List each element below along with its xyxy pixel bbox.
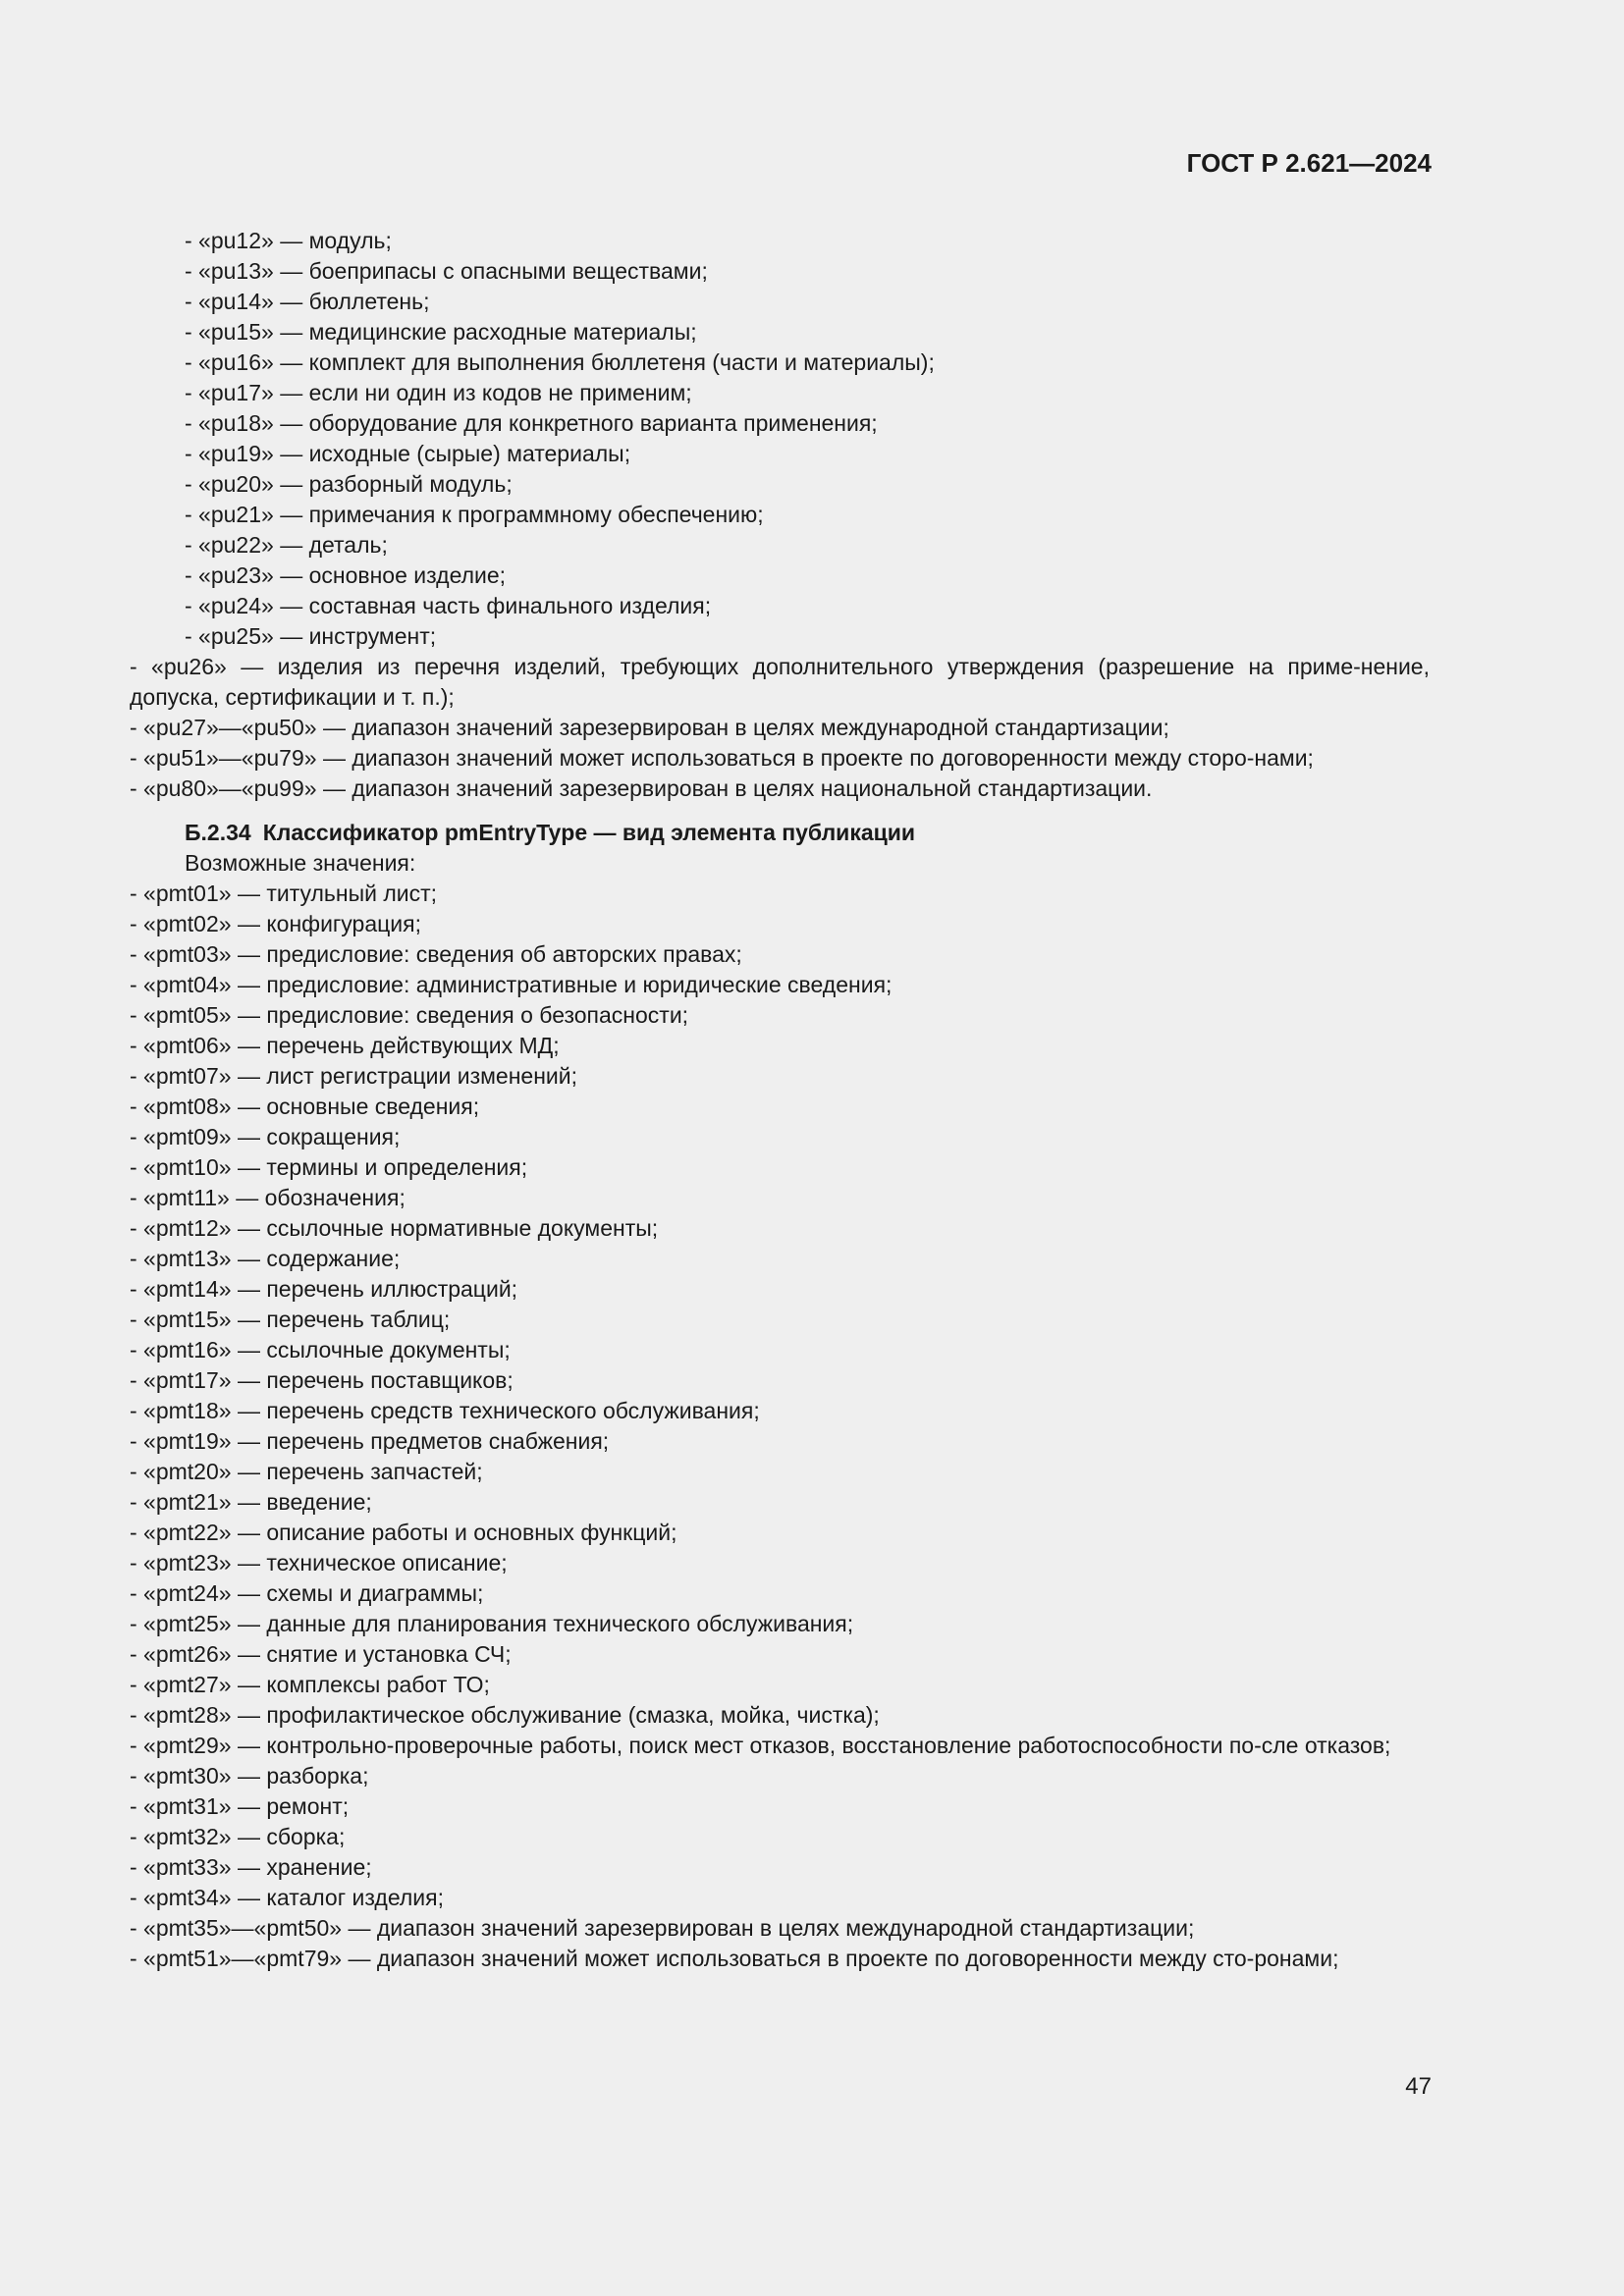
list-item: - «pmt26» — снятие и установка СЧ;: [130, 1641, 512, 1667]
list-item: - «pu80»—«pu99» — диапазон значений зарезервирован в целях национальной стандартизации.: [130, 775, 1153, 801]
list-item: - «pmt10» — термины и определения;: [130, 1154, 528, 1180]
list-item: - «pmt33» — хранение;: [130, 1854, 372, 1880]
list-item: - «pmt17» — перечень поставщиков;: [130, 1367, 514, 1393]
list-item: - «pmt07» — лист регистрации изменений;: [130, 1063, 578, 1089]
list-item: - «pu17» — если ни один из кодов не применим;: [185, 380, 692, 405]
list-item: - «pmt27» — комплексы работ ТО;: [130, 1672, 490, 1697]
section-number: Б.2.34: [185, 820, 251, 845]
list-item: - «pu25» — инструмент;: [185, 623, 437, 649]
list-item: - «pu23» — основное изделие;: [185, 562, 507, 588]
list-item: - «pmt12» — ссылочные нормативные документы;: [130, 1215, 659, 1241]
list-item: - «pmt23» — техническое описание;: [130, 1550, 508, 1575]
list-item: - «pmt16» — ссылочные документы;: [130, 1337, 511, 1362]
list-item: - «pmt25» — данные для планирования технического обслуживания;: [130, 1611, 854, 1636]
page-number: 47: [1405, 2073, 1432, 2100]
list-item: - «pmt32» — сборка;: [130, 1824, 346, 1849]
list-item: - «pmt18» — перечень средств технического обслуживания;: [130, 1398, 760, 1423]
list-item: - «pmt28» — профилактическое обслуживание (смазка, мойка, чистка);: [130, 1702, 880, 1728]
list-item: - «pmt29» — контрольно-проверочные работы, поиск мест отказов, восстановление работоспособности по-сле отказов;: [130, 1733, 1391, 1758]
list-item: - «pmt11» — обозначения;: [130, 1185, 406, 1210]
list-item: - «pmt30» — разборка;: [130, 1763, 369, 1789]
pmt-list: [130, 879, 1430, 1974]
pu-list: [185, 226, 1430, 652]
list-item: - «pu22» — деталь;: [185, 532, 388, 558]
list-item: - «pu26» — изделия из перечня изделий, требующих дополнительного утверждения (разрешение на приме-нение, допуска, сертификации и т. п.);: [130, 654, 1430, 710]
list-item: - «pu12» — модуль;: [185, 228, 392, 253]
list-item: - «pmt51»—«pmt79» — диапазон значений может использоваться в проекте по договоренности между сто-ронами;: [130, 1946, 1339, 1971]
pu-list-ranges: [130, 652, 1430, 804]
list-item: - «pmt21» — введение;: [130, 1489, 372, 1515]
list-item: - «pu15» — медицинские расходные материалы;: [185, 319, 697, 345]
list-item: - «pmt09» — сокращения;: [130, 1124, 401, 1149]
document-body: [130, 226, 1430, 1974]
list-item: - «pmt35»—«pmt50» — диапазон значений зарезервирован в целях международной стандартизации;: [130, 1915, 1195, 1941]
list-item: - «pu19» — исходные (сырые) материалы;: [185, 441, 631, 466]
list-item: - «pmt03» — предисловие: сведения об авторских правах;: [130, 941, 742, 967]
list-item: - «pmt20» — перечень запчастей;: [130, 1459, 483, 1484]
list-item: - «pmt22» — описание работы и основных функций;: [130, 1520, 677, 1545]
section-heading: [185, 818, 1430, 848]
list-item: - «pmt14» — перечень иллюстраций;: [130, 1276, 518, 1302]
list-item: - «pmt13» — содержание;: [130, 1246, 401, 1271]
list-item: - «pmt24» — схемы и диаграммы;: [130, 1580, 484, 1606]
section-intro: Возможные значения:: [185, 850, 416, 876]
section-title: Классификатор pmEntryType — вид элемента публикации: [262, 820, 916, 845]
list-item: - «pmt31» — ремонт;: [130, 1793, 350, 1819]
document-id-header: ГОСТ Р 2.621—2024: [1186, 148, 1432, 178]
list-item: - «pu18» — оборудование для конкретного варианта применения;: [185, 410, 878, 436]
list-item: - «pmt19» — перечень предметов снабжения;: [130, 1428, 610, 1454]
list-item: - «pmt05» — предисловие: сведения о безопасности;: [130, 1002, 689, 1028]
list-item: - «pmt34» — каталог изделия;: [130, 1885, 444, 1910]
list-item: - «pmt01» — титульный лист;: [130, 881, 438, 906]
list-item: - «pmt04» — предисловие: административные и юридические сведения;: [130, 972, 893, 997]
list-item: - «pmt08» — основные сведения;: [130, 1094, 480, 1119]
list-item: - «pmt06» — перечень действующих МД;: [130, 1033, 560, 1058]
list-item: - «pu13» — боеприпасы с опасными веществами;: [185, 258, 708, 284]
list-item: - «pu24» — составная часть финального изделия;: [185, 593, 712, 618]
list-item: - «pu27»—«pu50» — диапазон значений зарезервирован в целях международной стандартизации;: [130, 715, 1169, 740]
list-item: - «pu14» — бюллетень;: [185, 289, 430, 314]
list-item: - «pmt15» — перечень таблиц;: [130, 1307, 451, 1332]
list-item: - «pu16» — комплект для выполнения бюллетеня (части и материалы);: [185, 349, 935, 375]
list-item: - «pu21» — примечания к программному обеспечению;: [185, 502, 764, 527]
list-item: - «pmt02» — конфигурация;: [130, 911, 422, 936]
list-item: - «pu51»—«pu79» — диапазон значений может использоваться в проекте по договоренности между сторо-нами;: [130, 745, 1314, 771]
list-item: - «pu20» — разборный модуль;: [185, 471, 513, 497]
